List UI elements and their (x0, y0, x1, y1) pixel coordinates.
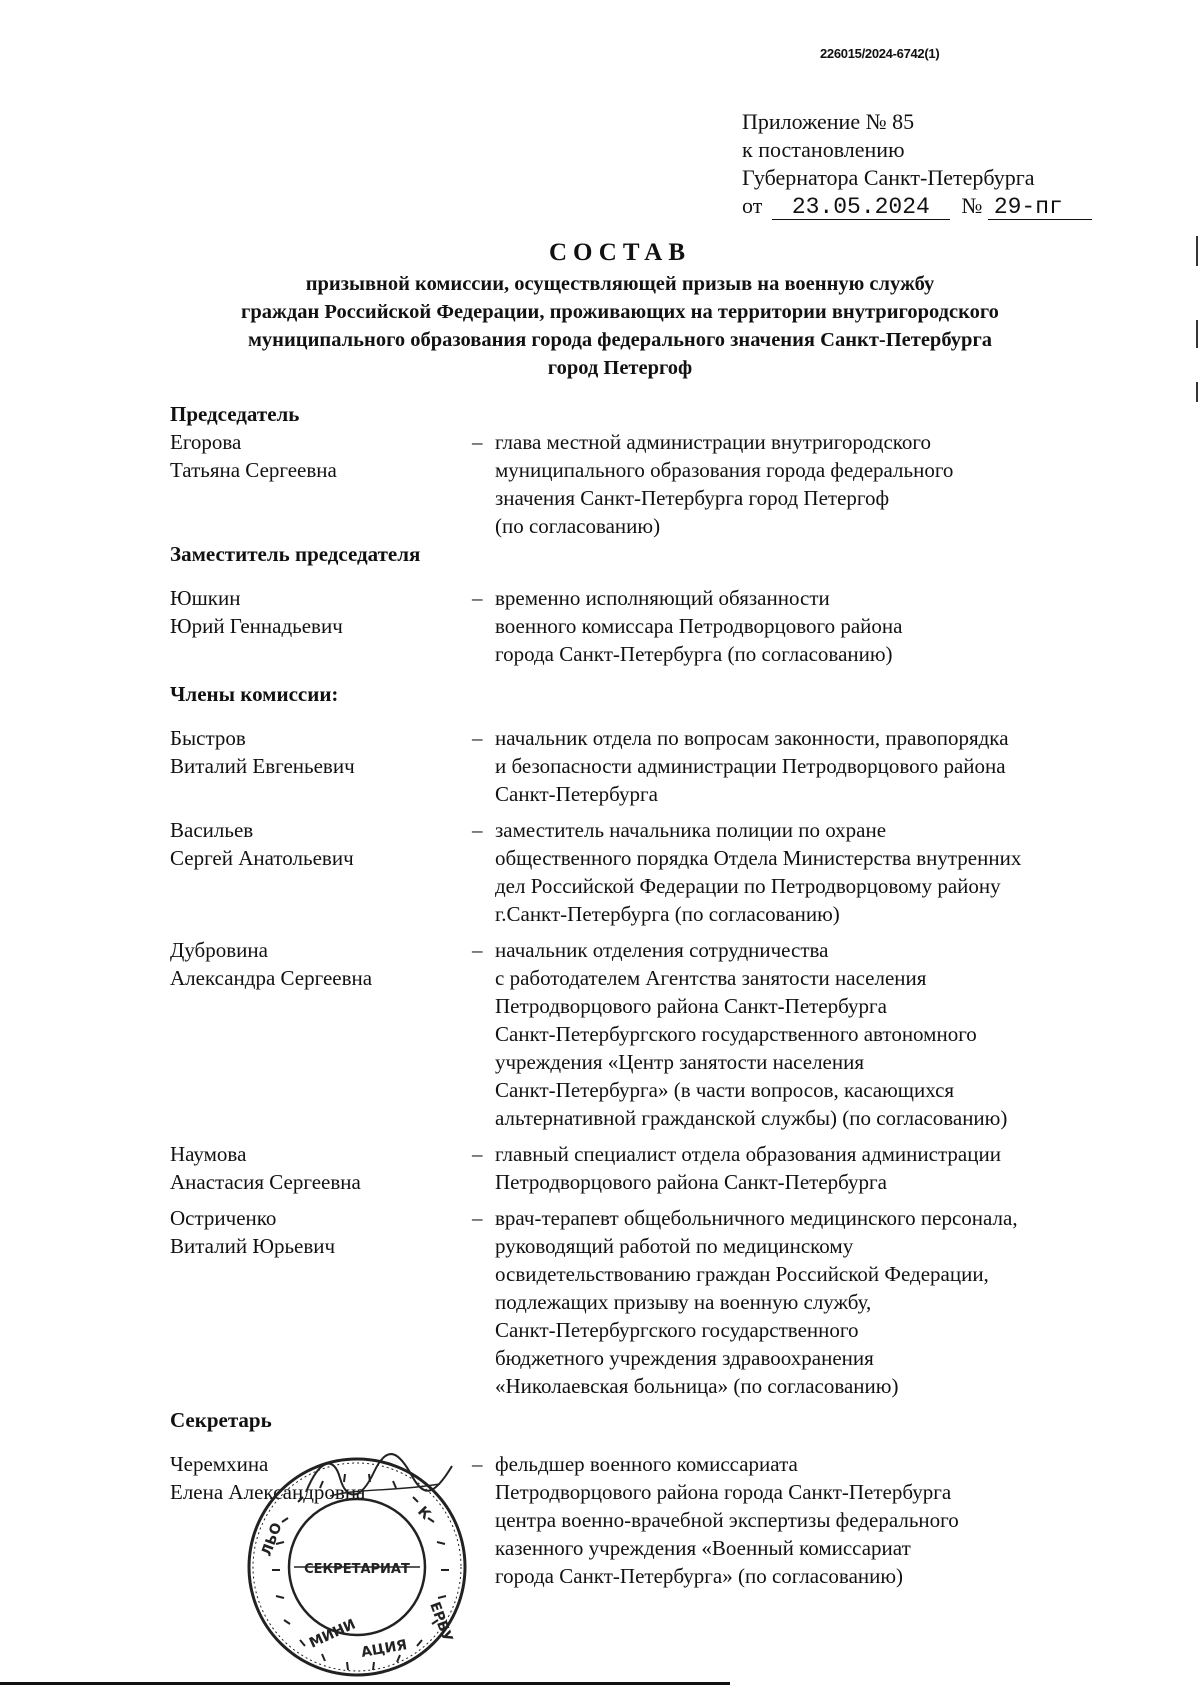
given-names: Юрий Геннадьевич (170, 614, 343, 638)
position-line: учреждения «Центр занятости населения (495, 1050, 865, 1074)
dash: – (472, 818, 483, 842)
position-line: начальник отдела по вопросам законности, правопорядка (495, 726, 1009, 750)
position-line: дел Российской Федерации по Петродворцовому району (495, 874, 1001, 898)
position-line: военного комиссара Петродворцового района (495, 614, 903, 638)
dash: – (472, 430, 483, 454)
scan-edge-mark (1196, 320, 1198, 348)
resolution-date: 23.05.2024 (772, 195, 950, 220)
stamp-center-text: СЕКРЕТАРИАТ (304, 1562, 410, 1577)
appendix-number: Приложение № 85 (742, 109, 915, 134)
title-main: СОСТАВ (548, 239, 692, 266)
position-line: г.Санкт-Петербурга (по согласованию) (495, 902, 840, 926)
position-line: глава местной администрации внутригородского (495, 430, 932, 454)
position-line: «Николаевская больница» (по согласованию) (495, 1374, 899, 1398)
position-line: временно исполняющий обязанности (495, 586, 830, 610)
scan-edge-mark (1196, 236, 1198, 266)
member-position (495, 584, 1135, 668)
title-line: граждан Российской Федерации, проживающих на территории внутригородского (241, 301, 999, 323)
member-position (495, 1204, 1135, 1400)
position-line: Санкт-Петербурга (495, 782, 658, 806)
position-line: Петродворцового района Санкт-Петербурга (495, 1170, 887, 1194)
member-position (495, 816, 1135, 928)
position-line: города Санкт-Петербурга» (по согласованию) (495, 1564, 904, 1588)
title-line: муниципального образования города федерального значения Санкт-Петербурга (247, 329, 993, 351)
position-line: Санкт-Петербурга» (в части вопросов, касающихся (495, 1078, 955, 1102)
position-line: главный специалист отдела образования администрации (495, 1142, 1001, 1166)
position-line: муниципального образования города федерального (495, 458, 954, 482)
dash: – (472, 1142, 483, 1166)
section-secretary: Секретарь (170, 1408, 272, 1432)
position-line: Петродворцового района города Санкт-Петербурга (495, 1480, 952, 1504)
position-line: с работодателем Агентства занятости населения (495, 966, 927, 990)
svg-text:ЛЬО: ЛЬО (258, 1520, 286, 1559)
dash: – (472, 726, 483, 750)
position-line: Санкт-Петербургского государственного автономного (495, 1022, 977, 1046)
scan-bottom-border (0, 1682, 730, 1685)
position-line: (по согласованию) (495, 514, 661, 538)
surname: Юшкин (170, 586, 241, 610)
position-line: руководящий работой по медицинскому (495, 1234, 854, 1258)
surname: Егорова (170, 430, 242, 454)
member-name (170, 724, 450, 780)
from-label: от (742, 193, 763, 218)
dash: – (472, 586, 483, 610)
position-line: города Санкт-Петербурга (по согласованию) (495, 642, 893, 666)
section-chairman: Председатель (170, 402, 300, 426)
member-name (170, 936, 450, 992)
surname: Васильев (170, 818, 254, 842)
member-name (170, 1140, 450, 1196)
position-line: альтернативной гражданской службы) (по согласованию) (495, 1106, 1008, 1130)
surname: Черемхина (170, 1452, 269, 1476)
section-members: Члены комиссии: (170, 682, 339, 706)
given-names: Виталий Евгеньевич (170, 754, 355, 778)
position-line: центра военно-врачебной экспертизы федерального (495, 1508, 959, 1532)
surname: Остриченко (170, 1206, 277, 1230)
position-line: освидетельствованию граждан Российской Федерации, (495, 1262, 989, 1286)
dash: – (472, 938, 483, 962)
svg-text:ЕРБУ: ЕРБУ (426, 1599, 456, 1645)
position-line: врач-терапевт общебольничного медицинского персонала, (495, 1206, 1018, 1230)
resolution-number: 29-пг (988, 195, 1092, 220)
position-line: казенного учреждения «Военный комиссариат (495, 1536, 911, 1560)
appendix-header (742, 108, 1092, 220)
member-position (495, 724, 1135, 808)
position-line: и безопасности администрации Петродворцового района (495, 754, 1006, 778)
member-position (495, 936, 1135, 1132)
member-name (170, 428, 450, 484)
position-line: заместитель начальника полиции по охране (495, 818, 887, 842)
position-line: Санкт-Петербургского государственного (495, 1318, 859, 1342)
member-name (170, 1204, 450, 1260)
document-title (140, 238, 1100, 382)
given-names: Александра Сергеевна (170, 966, 373, 990)
dash: – (472, 1206, 483, 1230)
svg-text:МИНИ: МИНИ (306, 1616, 359, 1652)
given-names: Анастасия Сергеевна (170, 1170, 361, 1194)
member-name (170, 816, 450, 872)
member-position (495, 428, 1135, 540)
appendix-ref: к постановлению (742, 137, 905, 162)
title-line: город Петергоф (547, 357, 693, 379)
appendix-date-row (742, 192, 1092, 220)
given-names: Елена Александровна (170, 1480, 366, 1504)
given-names: Сергей Анатольевич (170, 846, 354, 870)
signature (300, 1448, 460, 1508)
number-label: № (961, 193, 983, 218)
position-line: фельдшер военного комиссариата (495, 1452, 798, 1476)
surname: Наумова (170, 1142, 247, 1166)
given-names: Виталий Юрьевич (170, 1234, 336, 1258)
dash: – (472, 1452, 483, 1476)
position-line: общественного порядка Отдела Министерства внутренних (495, 846, 1022, 870)
member-position (495, 1450, 1135, 1590)
surname: Быстров (170, 726, 246, 750)
given-names: Татьяна Сергеевна (170, 458, 337, 482)
position-line: начальник отделения сотрудничества (495, 938, 829, 962)
scan-edge-mark (1196, 382, 1198, 402)
position-line: подлежащих призыву на военную службу, (495, 1290, 872, 1314)
member-position (495, 1140, 1135, 1196)
appendix-issuer: Губернатора Санкт-Петербурга (742, 165, 1035, 190)
position-line: Петродворцового района Санкт-Петербурга (495, 994, 887, 1018)
position-line: бюджетного учреждения здравоохранения (495, 1346, 874, 1370)
svg-text:АЦИЯ: АЦИЯ (359, 1637, 409, 1661)
registration-number: 226015/2024-6742(1) (820, 46, 940, 61)
svg-text:К: К (414, 1503, 434, 1523)
surname: Дубровина (170, 938, 268, 962)
section-deputy: Заместитель председателя (170, 542, 421, 566)
title-line: призывной комиссии, осуществляющей призыв на военную службу (305, 273, 935, 295)
position-line: значения Санкт-Петербурга город Петергоф (495, 486, 890, 510)
member-name (170, 584, 450, 640)
